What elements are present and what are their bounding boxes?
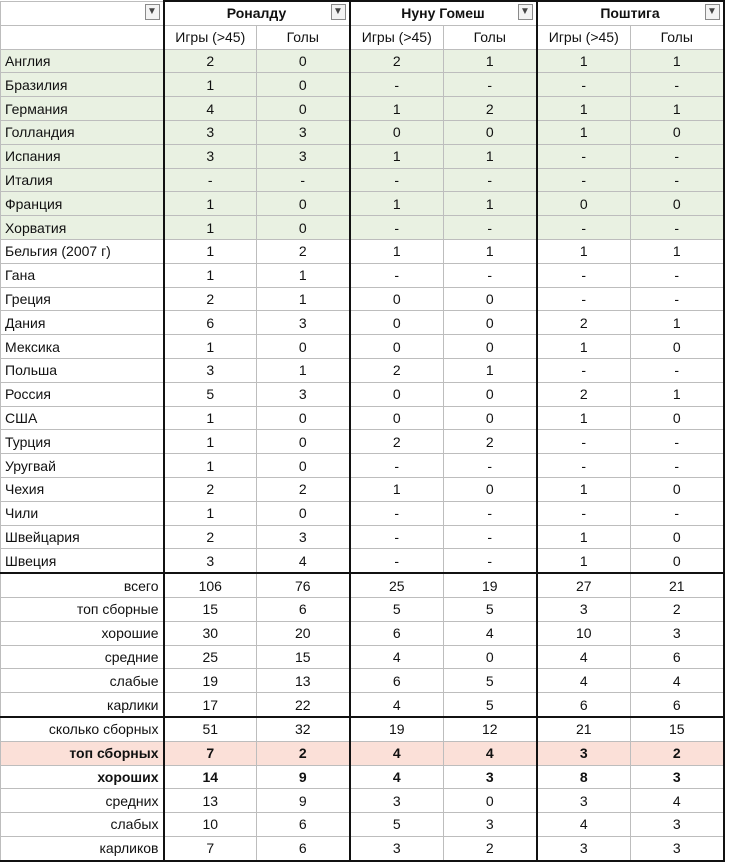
country-name: Голландия xyxy=(1,120,164,144)
value-cell: 2 xyxy=(350,430,444,454)
value-cell: 1 xyxy=(444,239,537,263)
value-cell: - xyxy=(631,73,724,97)
country-row xyxy=(1,73,724,97)
teams-label: сколько сборных xyxy=(1,717,164,741)
value-cell: 9 xyxy=(257,789,350,813)
value-cell: 4 xyxy=(350,765,444,789)
value-cell: 3 xyxy=(257,311,350,335)
value-cell: 3 xyxy=(164,358,257,382)
value-cell: - xyxy=(537,430,631,454)
country-name: Швейцария xyxy=(1,525,164,549)
value-cell: - xyxy=(350,549,444,573)
value-cell: 3 xyxy=(631,813,724,837)
value-cell: 1 xyxy=(350,144,444,168)
country-name: Чехия xyxy=(1,477,164,501)
value-cell: 3 xyxy=(164,549,257,573)
value-cell: 1 xyxy=(257,358,350,382)
column-header: Голы xyxy=(444,25,537,49)
value-cell: 1 xyxy=(350,192,444,216)
value-cell: 4 xyxy=(350,741,444,765)
value-cell: - xyxy=(350,263,444,287)
value-cell: 5 xyxy=(444,597,537,621)
value-cell: 10 xyxy=(164,813,257,837)
value-cell: - xyxy=(537,168,631,192)
value-cell: - xyxy=(631,168,724,192)
value-cell: 3 xyxy=(537,836,631,860)
value-cell: 4 xyxy=(631,669,724,693)
value-cell: - xyxy=(350,168,444,192)
value-cell: 15 xyxy=(257,645,350,669)
value-cell: 1 xyxy=(537,549,631,573)
value-cell: - xyxy=(444,549,537,573)
value-cell: 4 xyxy=(631,789,724,813)
value-cell: 1 xyxy=(164,454,257,478)
value-cell: 1 xyxy=(444,144,537,168)
value-cell: 2 xyxy=(537,382,631,406)
value-cell: 0 xyxy=(631,192,724,216)
teams-label: топ сборных xyxy=(1,741,164,765)
value-cell: - xyxy=(257,168,350,192)
value-cell: 5 xyxy=(350,597,444,621)
country-row xyxy=(1,406,724,430)
value-cell: 0 xyxy=(350,382,444,406)
country-row xyxy=(1,120,724,144)
value-cell: 30 xyxy=(164,621,257,645)
country-name: Бразилия xyxy=(1,73,164,97)
value-cell: 0 xyxy=(444,335,537,359)
value-cell: 4 xyxy=(537,669,631,693)
value-cell: 4 xyxy=(350,645,444,669)
value-cell: - xyxy=(537,454,631,478)
value-cell: 3 xyxy=(257,144,350,168)
value-cell: 6 xyxy=(257,813,350,837)
value-cell: 1 xyxy=(164,192,257,216)
empty-cell xyxy=(1,25,164,49)
value-cell: 4 xyxy=(444,741,537,765)
filter-dropdown-icon[interactable]: ▼ xyxy=(145,4,160,20)
value-cell: 1 xyxy=(537,97,631,121)
header-row-players xyxy=(1,1,724,25)
header-row-sub xyxy=(1,25,724,49)
value-cell: 0 xyxy=(631,335,724,359)
value-cell: 21 xyxy=(537,717,631,741)
value-cell: 2 xyxy=(350,358,444,382)
value-cell: - xyxy=(444,263,537,287)
value-cell: - xyxy=(631,263,724,287)
value-cell: 3 xyxy=(537,597,631,621)
value-cell: - xyxy=(631,287,724,311)
country-row xyxy=(1,501,724,525)
country-row xyxy=(1,97,724,121)
value-cell: 2 xyxy=(350,49,444,73)
column-header: Игры (>45) xyxy=(164,25,257,49)
value-cell: 0 xyxy=(257,216,350,240)
value-cell: - xyxy=(350,454,444,478)
value-cell: 20 xyxy=(257,621,350,645)
value-cell: 6 xyxy=(537,693,631,717)
value-cell: 1 xyxy=(257,287,350,311)
value-cell: 1 xyxy=(537,477,631,501)
teams-label: слабых xyxy=(1,813,164,837)
value-cell: 0 xyxy=(444,406,537,430)
value-cell: 1 xyxy=(537,49,631,73)
value-cell: 1 xyxy=(164,501,257,525)
value-cell: - xyxy=(631,501,724,525)
country-row xyxy=(1,192,724,216)
value-cell: 9 xyxy=(257,765,350,789)
value-cell: 0 xyxy=(444,382,537,406)
value-cell: 0 xyxy=(350,120,444,144)
value-cell: 14 xyxy=(164,765,257,789)
value-cell: 3 xyxy=(537,789,631,813)
value-cell: 3 xyxy=(257,120,350,144)
country-name: Франция xyxy=(1,192,164,216)
totals-label: слабые xyxy=(1,669,164,693)
value-cell: 1 xyxy=(631,97,724,121)
country-row xyxy=(1,430,724,454)
value-cell: 2 xyxy=(537,311,631,335)
value-cell: 1 xyxy=(350,239,444,263)
totals-row xyxy=(1,669,724,693)
value-cell: 17 xyxy=(164,693,257,717)
value-cell: - xyxy=(537,73,631,97)
country-row xyxy=(1,168,724,192)
value-cell: 0 xyxy=(631,120,724,144)
value-cell: 5 xyxy=(444,669,537,693)
value-cell: - xyxy=(537,263,631,287)
value-cell: - xyxy=(537,287,631,311)
country-name: Гана xyxy=(1,263,164,287)
value-cell: 6 xyxy=(257,836,350,860)
value-cell: 1 xyxy=(631,311,724,335)
value-cell: 19 xyxy=(350,717,444,741)
value-cell: 1 xyxy=(444,49,537,73)
filter-dropdown-icon[interactable]: ▼ xyxy=(705,4,720,20)
value-cell: 4 xyxy=(537,645,631,669)
value-cell: 13 xyxy=(164,789,257,813)
value-cell: 0 xyxy=(444,120,537,144)
country-name: Польша xyxy=(1,358,164,382)
value-cell: 5 xyxy=(444,693,537,717)
value-cell: 2 xyxy=(164,477,257,501)
value-cell: 1 xyxy=(631,382,724,406)
value-cell: 3 xyxy=(537,741,631,765)
value-cell: 0 xyxy=(257,49,350,73)
value-cell: 2 xyxy=(444,836,537,860)
value-cell: 6 xyxy=(350,669,444,693)
value-cell: 2 xyxy=(257,477,350,501)
value-cell: 2 xyxy=(257,239,350,263)
value-cell: 4 xyxy=(350,693,444,717)
value-cell: - xyxy=(631,454,724,478)
value-cell: 3 xyxy=(444,813,537,837)
column-header: Голы xyxy=(257,25,350,49)
totals-label: топ сборные xyxy=(1,597,164,621)
value-cell: 0 xyxy=(350,287,444,311)
value-cell: 0 xyxy=(631,549,724,573)
country-name: США xyxy=(1,406,164,430)
teams-label: хороших xyxy=(1,765,164,789)
country-name: Италия xyxy=(1,168,164,192)
teams-row xyxy=(1,836,724,860)
value-cell: 7 xyxy=(164,741,257,765)
value-cell: 1 xyxy=(631,239,724,263)
value-cell: 13 xyxy=(257,669,350,693)
value-cell: 0 xyxy=(257,430,350,454)
value-cell: 0 xyxy=(257,454,350,478)
value-cell: 15 xyxy=(164,597,257,621)
value-cell: 0 xyxy=(350,311,444,335)
value-cell: 1 xyxy=(444,358,537,382)
value-cell: - xyxy=(537,358,631,382)
value-cell: 0 xyxy=(257,97,350,121)
country-row xyxy=(1,263,724,287)
value-cell: 0 xyxy=(350,335,444,359)
value-cell: 0 xyxy=(257,406,350,430)
value-cell: 10 xyxy=(537,621,631,645)
value-cell: 1 xyxy=(164,73,257,97)
totals-label: хорошие xyxy=(1,621,164,645)
teams-row xyxy=(1,765,724,789)
value-cell: 0 xyxy=(257,335,350,359)
value-cell: - xyxy=(444,216,537,240)
teams-row xyxy=(1,789,724,813)
value-cell: 3 xyxy=(257,525,350,549)
value-cell: 19 xyxy=(444,573,537,597)
value-cell: 5 xyxy=(350,813,444,837)
value-cell: 1 xyxy=(350,477,444,501)
value-cell: 7 xyxy=(164,836,257,860)
value-cell: 3 xyxy=(164,144,257,168)
value-cell: 0 xyxy=(257,73,350,97)
value-cell: 4 xyxy=(537,813,631,837)
value-cell: - xyxy=(444,168,537,192)
value-cell: - xyxy=(631,358,724,382)
totals-row xyxy=(1,597,724,621)
totals-label: всего xyxy=(1,573,164,597)
value-cell: 0 xyxy=(631,477,724,501)
value-cell: 32 xyxy=(257,717,350,741)
country-row xyxy=(1,358,724,382)
value-cell: 0 xyxy=(444,477,537,501)
value-cell: 2 xyxy=(444,97,537,121)
country-row xyxy=(1,239,724,263)
player-name: Поштига xyxy=(600,5,660,22)
value-cell: - xyxy=(537,216,631,240)
value-cell: 1 xyxy=(631,49,724,73)
value-cell: - xyxy=(164,168,257,192)
value-cell: 3 xyxy=(164,120,257,144)
country-row xyxy=(1,311,724,335)
country-name: Мексика xyxy=(1,335,164,359)
value-cell: 0 xyxy=(537,192,631,216)
player-header xyxy=(537,1,724,25)
value-cell: 1 xyxy=(164,335,257,359)
value-cell: 1 xyxy=(257,263,350,287)
value-cell: 3 xyxy=(444,765,537,789)
value-cell: 6 xyxy=(164,311,257,335)
value-cell: - xyxy=(631,216,724,240)
value-cell: 3 xyxy=(350,789,444,813)
value-cell: 0 xyxy=(257,501,350,525)
value-cell: 5 xyxy=(164,382,257,406)
value-cell: 106 xyxy=(164,573,257,597)
country-row xyxy=(1,49,724,73)
filter-dropdown-icon[interactable]: ▼ xyxy=(331,4,346,20)
value-cell: 6 xyxy=(257,597,350,621)
country-name: Германия xyxy=(1,97,164,121)
value-cell: - xyxy=(444,454,537,478)
value-cell: 1 xyxy=(444,192,537,216)
country-name: Чили xyxy=(1,501,164,525)
value-cell: 0 xyxy=(444,287,537,311)
value-cell: 0 xyxy=(350,406,444,430)
value-cell: 1 xyxy=(164,406,257,430)
column-header: Игры (>45) xyxy=(537,25,631,49)
country-name: Испания xyxy=(1,144,164,168)
value-cell: 6 xyxy=(631,645,724,669)
value-cell: 2 xyxy=(164,49,257,73)
value-cell: - xyxy=(444,73,537,97)
country-row xyxy=(1,144,724,168)
value-cell: 0 xyxy=(257,192,350,216)
country-name: Хорватия xyxy=(1,216,164,240)
country-row xyxy=(1,477,724,501)
value-cell: 76 xyxy=(257,573,350,597)
country-row xyxy=(1,525,724,549)
totals-row xyxy=(1,645,724,669)
value-cell: 2 xyxy=(164,287,257,311)
player-header xyxy=(164,1,350,25)
country-row xyxy=(1,382,724,406)
value-cell: 1 xyxy=(537,335,631,359)
value-cell: 2 xyxy=(631,597,724,621)
value-cell: 6 xyxy=(631,693,724,717)
value-cell: 6 xyxy=(350,621,444,645)
country-name: Россия xyxy=(1,382,164,406)
country-row xyxy=(1,287,724,311)
value-cell: 3 xyxy=(631,836,724,860)
value-cell: - xyxy=(537,501,631,525)
value-cell: 27 xyxy=(537,573,631,597)
value-cell: 0 xyxy=(631,406,724,430)
value-cell: - xyxy=(631,430,724,454)
country-row xyxy=(1,454,724,478)
column-header: Голы xyxy=(631,25,724,49)
player-name: Роналду xyxy=(226,5,287,22)
teams-label: карликов xyxy=(1,836,164,860)
value-cell: - xyxy=(631,144,724,168)
player-name: Нуну Гомеш xyxy=(401,5,485,22)
totals-row xyxy=(1,693,724,717)
value-cell: 1 xyxy=(164,430,257,454)
player-header xyxy=(350,1,537,25)
value-cell: 1 xyxy=(164,239,257,263)
value-cell: 19 xyxy=(164,669,257,693)
country-name: Дания xyxy=(1,311,164,335)
corner-cell xyxy=(1,1,164,25)
value-cell: 0 xyxy=(444,789,537,813)
totals-label: средние xyxy=(1,645,164,669)
value-cell: 4 xyxy=(257,549,350,573)
country-name: Швеция xyxy=(1,549,164,573)
value-cell: 2 xyxy=(444,430,537,454)
teams-row xyxy=(1,717,724,741)
value-cell: 22 xyxy=(257,693,350,717)
value-cell: 0 xyxy=(444,645,537,669)
value-cell: 21 xyxy=(631,573,724,597)
value-cell: 1 xyxy=(537,239,631,263)
country-name: Турция xyxy=(1,430,164,454)
value-cell: 0 xyxy=(444,311,537,335)
value-cell: - xyxy=(350,216,444,240)
value-cell: 1 xyxy=(537,120,631,144)
value-cell: 1 xyxy=(537,406,631,430)
value-cell: - xyxy=(444,501,537,525)
country-row xyxy=(1,216,724,240)
value-cell: 15 xyxy=(631,717,724,741)
value-cell: 3 xyxy=(631,621,724,645)
value-cell: - xyxy=(350,73,444,97)
value-cell: 25 xyxy=(350,573,444,597)
country-row xyxy=(1,335,724,359)
value-cell: 2 xyxy=(164,525,257,549)
totals-row xyxy=(1,573,724,597)
value-cell: 1 xyxy=(164,216,257,240)
country-name: Уругвай xyxy=(1,454,164,478)
country-row xyxy=(1,549,724,573)
value-cell: 0 xyxy=(631,525,724,549)
value-cell: - xyxy=(350,525,444,549)
value-cell: - xyxy=(444,525,537,549)
value-cell: - xyxy=(350,501,444,525)
filter-dropdown-icon[interactable]: ▼ xyxy=(518,4,533,20)
country-name: Англия xyxy=(1,49,164,73)
totals-label: карлики xyxy=(1,693,164,717)
teams-label: средних xyxy=(1,789,164,813)
teams-row xyxy=(1,741,724,765)
country-name: Бельгия (2007 г) xyxy=(1,239,164,263)
value-cell: 4 xyxy=(164,97,257,121)
value-cell: 3 xyxy=(631,765,724,789)
value-cell: - xyxy=(537,144,631,168)
country-name: Греция xyxy=(1,287,164,311)
value-cell: 25 xyxy=(164,645,257,669)
value-cell: 51 xyxy=(164,717,257,741)
value-cell: 4 xyxy=(444,621,537,645)
value-cell: 3 xyxy=(257,382,350,406)
value-cell: 12 xyxy=(444,717,537,741)
value-cell: 1 xyxy=(164,263,257,287)
value-cell: 8 xyxy=(537,765,631,789)
teams-row xyxy=(1,813,724,837)
value-cell: 2 xyxy=(257,741,350,765)
column-header: Игры (>45) xyxy=(350,25,444,49)
value-cell: 2 xyxy=(631,741,724,765)
value-cell: 1 xyxy=(350,97,444,121)
totals-row xyxy=(1,621,724,645)
value-cell: 3 xyxy=(350,836,444,860)
value-cell: 1 xyxy=(537,525,631,549)
